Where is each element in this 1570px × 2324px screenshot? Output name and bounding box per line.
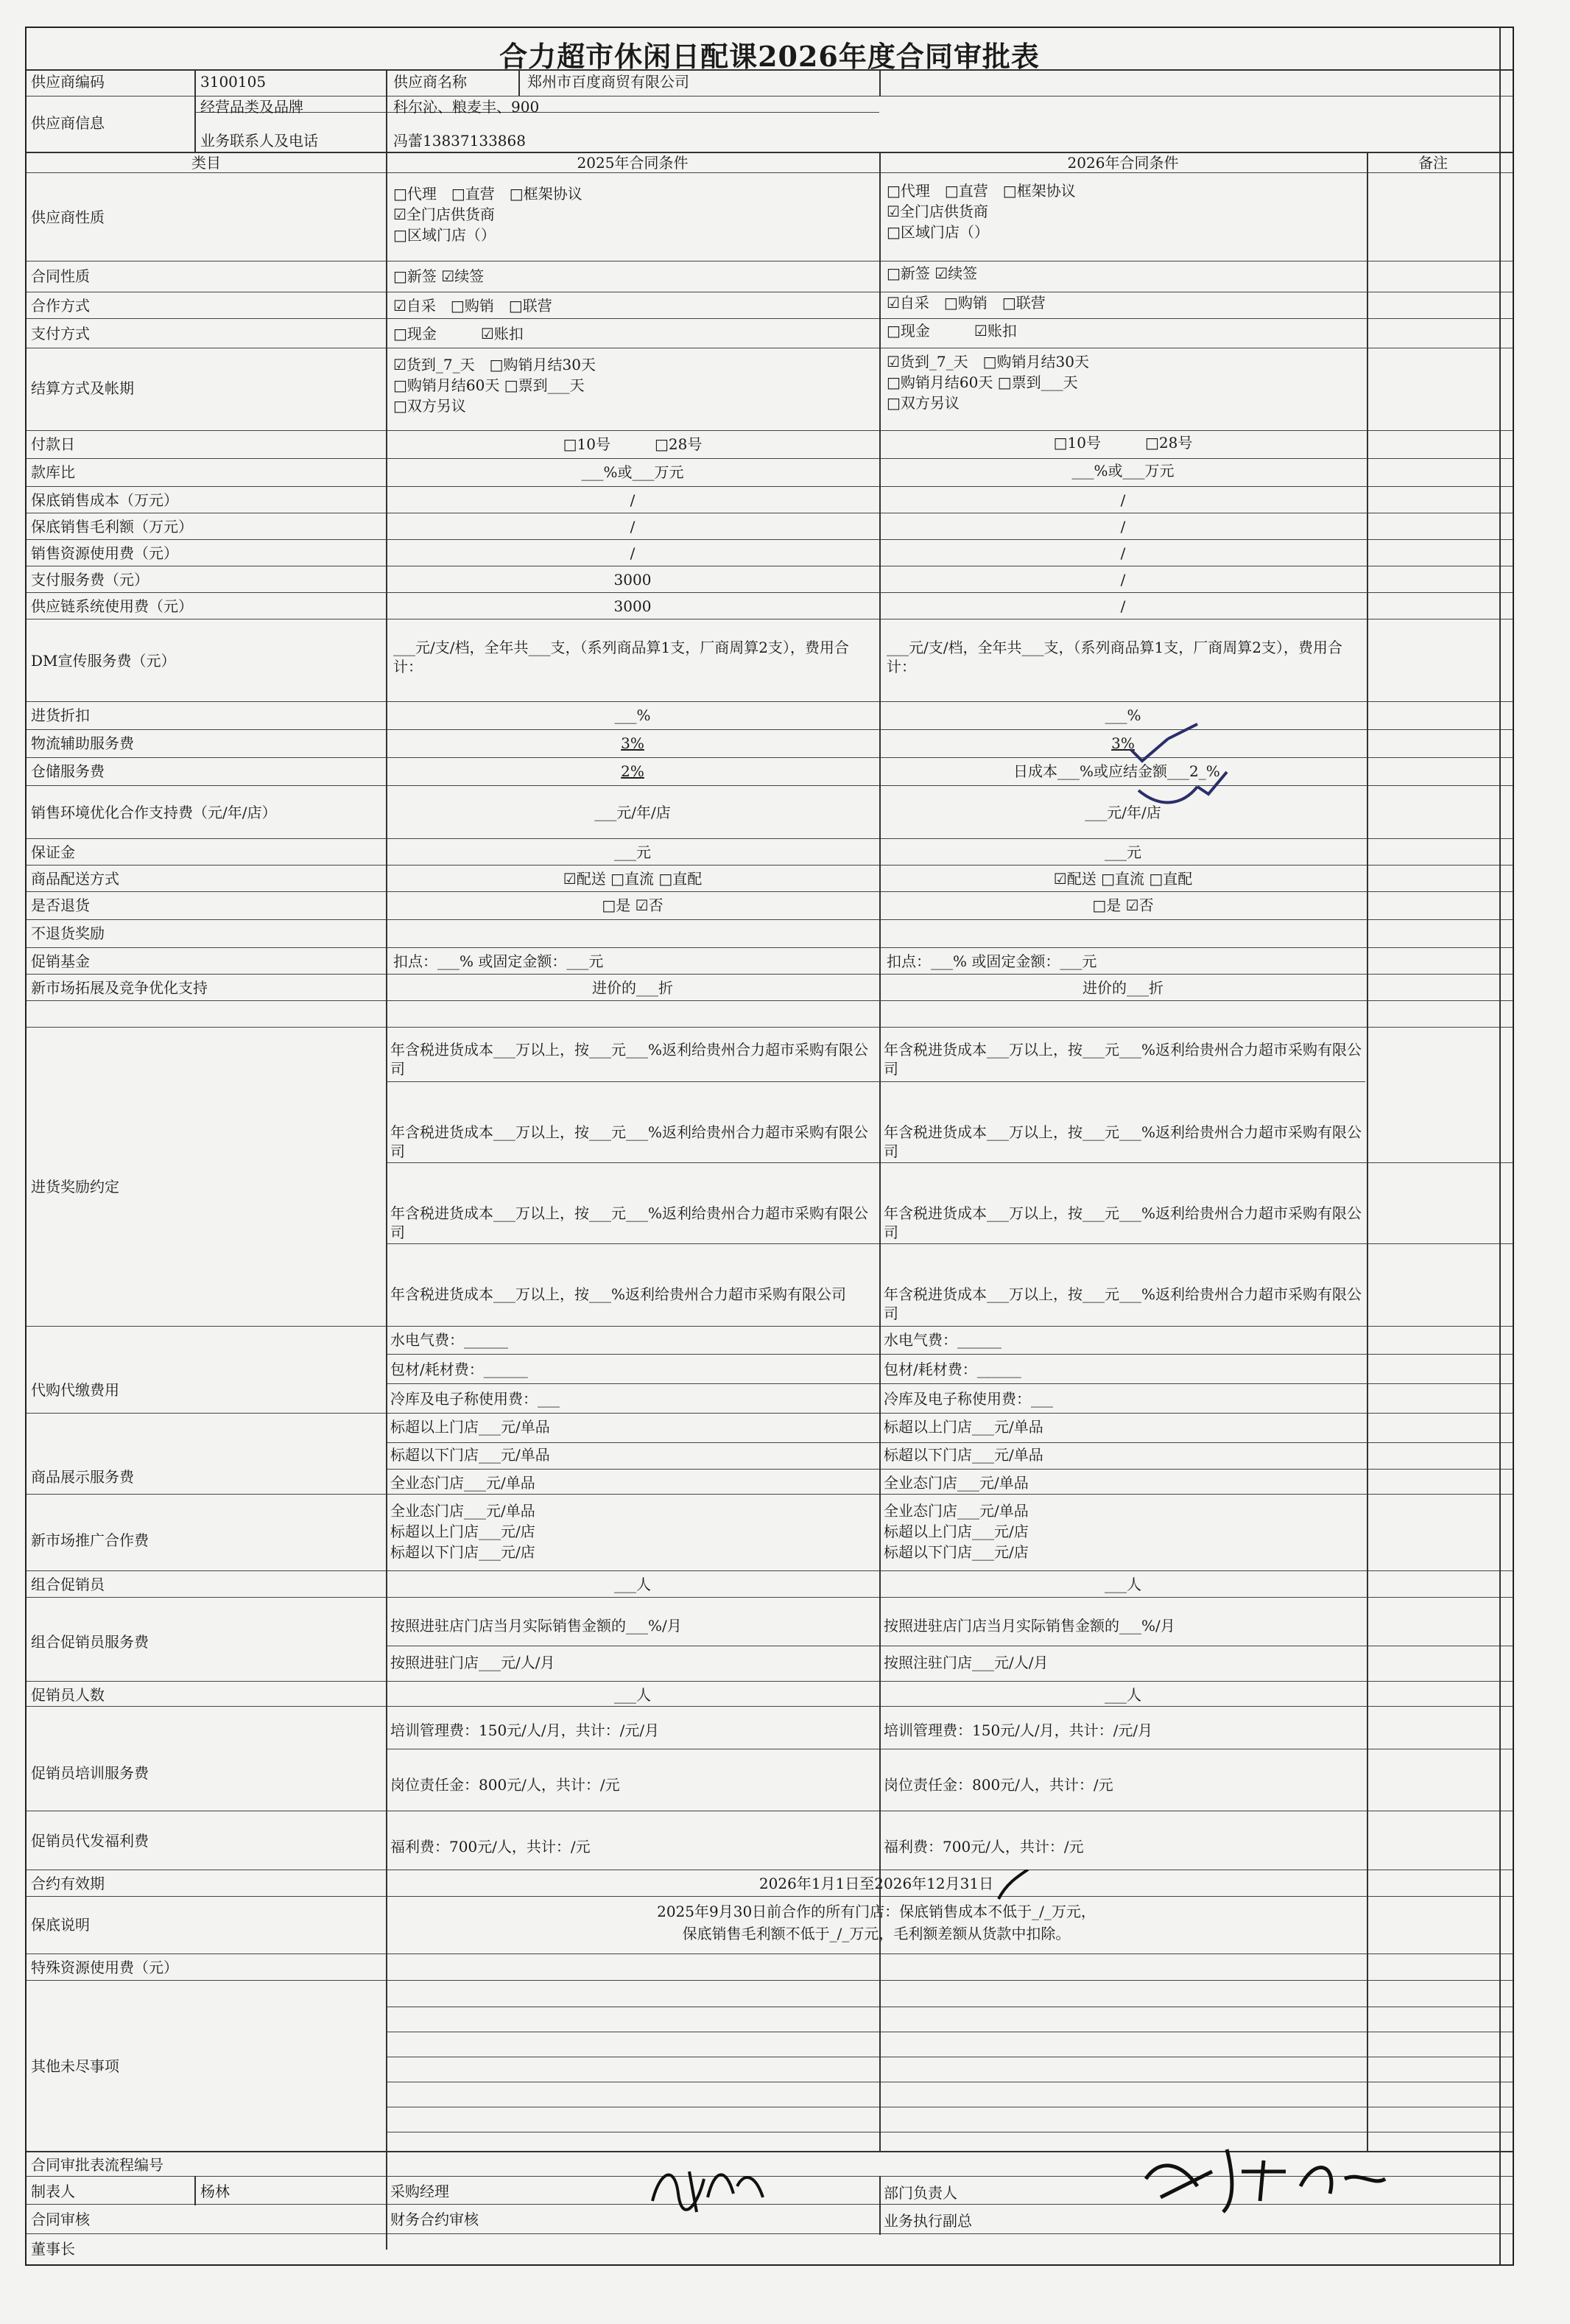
rule (27, 69, 1513, 71)
validity-mark (984, 1870, 1043, 1906)
row-label: 代购代缴费用 (31, 1381, 119, 1399)
cell-2025: 全业态门店___元/单品 (390, 1502, 535, 1520)
signature-dept-head (1131, 2127, 1396, 2216)
rule (1499, 28, 1501, 2264)
category-brand-label: 经营品类及品牌 (200, 98, 303, 116)
row-label: 保底说明 (31, 1916, 90, 1934)
cell-2025: 标超以上门店___元/店 (390, 1523, 535, 1540)
cell-2026: ___%或___万元 (1071, 462, 1175, 480)
cell-2026: 年含税进货成本___万以上，按___元___%返利给贵州合力超市采购有限公司 (884, 1041, 1362, 1078)
rule (386, 1243, 1513, 1244)
preparer-label: 制表人 (31, 2183, 75, 2200)
cell-2026: □双方另议 (887, 394, 960, 412)
supplier-code-label: 供应商编码 (31, 73, 105, 91)
finance-review-label: 财务合约审核 (390, 2211, 479, 2228)
cell-2026: 年含税进货成本___万以上，按___元___%返利给贵州合力超市采购有限公司 (884, 1123, 1362, 1160)
cell-2025: ___元/年/店 (594, 804, 671, 821)
cell-2025: 按照进驻门店___元/人/月 (390, 1654, 555, 1671)
guarantee-line: 2025年9月30日前合作的所有门店：保底销售成本不低于_/_万元， (657, 1903, 1096, 1920)
supplier-code: 3100105 (200, 73, 267, 91)
rule (27, 785, 1513, 786)
row-label: 促销基金 (31, 952, 90, 970)
cell-2026: ☑自采 □购销 □联营 (887, 294, 1046, 312)
cell-2025: □代理 □直营 □框架协议 (393, 185, 582, 203)
cell-2026: □代理 □直营 □框架协议 (887, 182, 1076, 200)
cell-2025: □区域门店（） (393, 226, 496, 244)
cell-2026: / (1120, 491, 1126, 509)
cell-2025: 年含税进货成本___万以上，按___元___%返利给贵州合力超市采购有限公司 (390, 1041, 869, 1078)
cell-2026: 冷库及电子称使用费：___ (884, 1390, 1053, 1408)
row-label: 合作方式 (31, 297, 90, 315)
cell-2025: 2% (621, 762, 644, 780)
row-label: 付款日 (31, 435, 75, 453)
rule (27, 318, 1513, 319)
cell-2025: ☑全门店供货商 (393, 206, 495, 223)
row-label: 结算方式及帐期 (31, 379, 134, 397)
rule (386, 1383, 1513, 1384)
rule (27, 891, 1513, 892)
rule (27, 757, 1513, 758)
rule (27, 430, 1513, 431)
row-label: 是否退货 (31, 896, 90, 914)
rule (27, 486, 1513, 487)
contract-review-label: 合同审核 (31, 2211, 90, 2228)
row-label: 组合促销员服务费 (31, 1633, 149, 1651)
cell-2026: □购销月结60天 □票到___天 (887, 373, 1078, 391)
cell-2025: ☑配送 □直流 □直配 (563, 870, 703, 888)
cell-2025: / (630, 544, 636, 562)
cell-2026: 培训管理费：150元/人/月，共计：/元/月 (884, 1721, 1153, 1739)
cell-2026: ___元/支/档，全年共___支，（系列商品算1支，厂商周算2支），费用合计： (887, 639, 1342, 675)
rule (27, 1706, 1513, 1707)
row-label: 商品配送方式 (31, 870, 119, 888)
rule (27, 701, 1513, 702)
row-label: 保证金 (31, 843, 75, 861)
flow-no-label: 合同审批表流程编号 (31, 2156, 163, 2174)
rule (386, 1354, 1513, 1355)
cell-2026: ☑货到_7_天 □购销月结30天 (887, 353, 1089, 371)
cell-2025: ___%或___万元 (581, 463, 684, 481)
rule (386, 1162, 1513, 1163)
cell-2026: □新签 ☑续签 (887, 264, 978, 282)
col-remark: 备注 (1418, 154, 1448, 172)
supplier-name-label: 供应商名称 (393, 73, 467, 91)
cell-2026: □10号 □28号 (1053, 434, 1193, 452)
row-label: 支付服务费（元） (31, 571, 149, 589)
row-label: 其他未尽事项 (31, 2057, 119, 2075)
cell-2026: 3% (1111, 734, 1135, 752)
rule (27, 458, 1513, 459)
contact-label: 业务联系人及电话 (200, 132, 318, 150)
row-label: 款库比 (31, 463, 75, 481)
row-label: 合约有效期 (31, 1875, 105, 1892)
rule (27, 1326, 1513, 1327)
cell-2025: ___% (614, 706, 651, 724)
row-label: 不退货奖励 (31, 924, 105, 942)
cell-2026: 扣点：___% 或固定金额：___元 (887, 952, 1097, 970)
cell-2026: 标超以下门店___元/店 (884, 1543, 1029, 1561)
rule (27, 1570, 1513, 1571)
cell-2025: ___元/支/档，全年共___支，（系列商品算1支，厂商周算2支），费用合计： (393, 639, 849, 675)
cell-2025: 全业态门店___元/单品 (390, 1474, 535, 1492)
cell-2026: 全业态门店___元/单品 (884, 1502, 1029, 1520)
cell-2026: □是 ☑否 (1092, 896, 1154, 914)
cell-2026: 按照注驻门店___元/人/月 (884, 1654, 1049, 1671)
cell-2026: ___人 (1105, 1576, 1141, 1593)
rule (27, 729, 1513, 730)
cell-2026: ___元/年/店 (1085, 804, 1161, 821)
category-brand: 科尔沁、粮麦丰、900 (393, 98, 540, 116)
row-label: 商品展示服务费 (31, 1468, 134, 1486)
cell-2025: □是 ☑否 (602, 896, 663, 914)
rule (194, 2176, 196, 2205)
cell-2025: / (630, 491, 636, 509)
cell-2025: 年含税进货成本___万以上，按___元___%返利给贵州合力超市采购有限公司 (390, 1204, 869, 1241)
rule (27, 2233, 1513, 2234)
cell-2025: □现金 ☑账扣 (393, 325, 524, 343)
cell-2025: 3% (621, 734, 644, 752)
signature-purchase-manager (645, 2157, 778, 2223)
rule (27, 1980, 1513, 1981)
cell-2026: 日成本___%或应结金额___2_% (1013, 762, 1220, 780)
cell-2026: □区域门店（） (887, 223, 989, 241)
cell-2026: 进价的___折 (1083, 979, 1164, 997)
preparer-name: 杨林 (200, 2183, 230, 2200)
row-label: 合同性质 (31, 267, 90, 285)
row-label: 进货折扣 (31, 706, 90, 724)
rule (27, 1000, 1513, 1001)
guarantee-line: 保底销售毛利额不低于_/_万元，毛利额差额从货款中扣除。 (682, 1925, 1071, 1942)
rule (27, 1027, 1513, 1028)
rule (386, 1442, 1513, 1443)
cell-2026: / (1120, 544, 1126, 562)
rule (27, 1896, 1513, 1897)
dept-head-label: 部门负责人 (884, 2184, 957, 2202)
rule (27, 172, 1513, 173)
cell-2025: ___元 (614, 843, 651, 861)
row-label: 仓储服务费 (31, 762, 105, 780)
cell-2025: □购销月结60天 □票到___天 (393, 376, 585, 394)
cell-2025: 按照进驻店门店当月实际销售金额的___%/月 (390, 1617, 682, 1635)
validity-value: 2026年1月1日至2026年12月31日 (758, 1875, 994, 1892)
cell-2026: ☑全门店供货商 (887, 203, 988, 220)
row-label: 销售环境优化合作支持费（元/年/店） (31, 804, 277, 821)
rule (386, 1081, 1365, 1082)
row-label: 特殊资源使用费（元） (31, 1959, 178, 1976)
row-label: 销售资源使用费（元） (31, 544, 178, 562)
cell-2025: 水电气费：______ (390, 1331, 508, 1349)
form-title: 合力超市休闲日配课2026年度合同审批表 (499, 40, 1040, 73)
cell-2025: 福利费：700元/人，共计：/元 (390, 1838, 591, 1856)
row-label: 组合促销员 (31, 1576, 105, 1593)
rule (27, 1953, 1513, 1954)
cell-2025: 标超以上门店___元/单品 (390, 1418, 550, 1436)
row-label: 进货奖励约定 (31, 1178, 119, 1196)
rule (27, 974, 1513, 975)
contact: 冯蕾13837133868 (393, 132, 526, 150)
cell-2025: 培训管理费：150元/人/月，共计：/元/月 (390, 1721, 660, 1739)
cell-2025: 扣点：___% 或固定金额：___元 (393, 952, 604, 970)
rule (27, 838, 1513, 839)
cell-2026: 标超以上门店___元/单品 (884, 1418, 1043, 1436)
cell-2026: / (1120, 518, 1126, 536)
cell-2026: 标超以上门店___元/店 (884, 1523, 1029, 1540)
rule (27, 592, 1513, 593)
cell-2026: ☑配送 □直流 □直配 (1053, 870, 1193, 888)
cell-2025: 年含税进货成本___万以上，按___%返利给贵州合力超市采购有限公司 (390, 1285, 847, 1303)
chairman-label: 董事长 (31, 2240, 75, 2258)
cell-2025: ___人 (614, 1686, 651, 1704)
row-label: 物流辅助服务费 (31, 734, 134, 752)
cell-2025: □双方另议 (393, 397, 466, 415)
cell-2026: ___元 (1105, 843, 1141, 861)
cell-2025: 标超以下门店___元/店 (390, 1543, 535, 1561)
cell-2026: 年含税进货成本___万以上，按___元___%返利给贵州合力超市采购有限公司 (884, 1204, 1362, 1241)
col-category: 类目 (191, 154, 221, 172)
cell-2026: 按照进驻店门店当月实际销售金额的___%/月 (884, 1617, 1175, 1635)
rule (386, 1469, 1513, 1470)
row-label: 新市场拓展及竞争优化支持 (31, 979, 208, 997)
rule (27, 1597, 1513, 1598)
rule (27, 1681, 1513, 1682)
col-2025: 2025年合同条件 (577, 154, 689, 172)
row-label: 供应链系统使用费（元） (31, 597, 193, 615)
cell-2026: 水电气费：______ (884, 1331, 1002, 1349)
row-label: 促销员培训服务费 (31, 1764, 149, 1782)
rule (1367, 152, 1368, 2151)
supplier-name: 郑州市百度商贸有限公司 (527, 73, 689, 91)
cell-2025: 包材/耗材费：______ (390, 1361, 528, 1378)
cell-2025: / (630, 518, 636, 536)
cell-2025: 进价的___折 (592, 979, 673, 997)
cell-2025: 岗位责任金：800元/人，共计：/元 (390, 1776, 620, 1794)
cell-2025: 年含税进货成本___万以上，按___元___%返利给贵州合力超市采购有限公司 (390, 1123, 869, 1160)
rule (194, 69, 196, 152)
check-marks (1116, 720, 1234, 816)
cell-2025: ☑货到_7_天 □购销月结30天 (393, 356, 596, 373)
cell-2026: 年含税进货成本___万以上，按___元___%返利给贵州合力超市采购有限公司 (884, 1285, 1362, 1322)
rule (27, 1413, 1513, 1414)
rule (879, 2176, 881, 2235)
row-label: 支付方式 (31, 325, 90, 343)
cell-2026: ___% (1105, 706, 1141, 724)
row-label: 保底销售成本（万元） (31, 491, 178, 509)
rule (386, 69, 387, 152)
row-label: DM宣传服务费（元） (31, 652, 176, 670)
cell-2026: 全业态门店___元/单品 (884, 1474, 1029, 1492)
rule (27, 539, 1513, 540)
cell-2026: / (1120, 571, 1126, 589)
cell-2025: ___人 (614, 1576, 651, 1593)
supplier-info-label: 供应商信息 (31, 114, 105, 132)
cell-2026: 标超以下门店___元/单品 (884, 1446, 1043, 1464)
cell-2025: ☑自采 □购销 □联营 (393, 297, 552, 315)
cell-2025: 冷库及电子称使用费：___ (390, 1390, 560, 1408)
cell-2026: □现金 ☑账扣 (887, 322, 1017, 340)
cell-2025: □新签 ☑续签 (393, 267, 485, 285)
row-label: 保底销售毛利额（万元） (31, 518, 193, 536)
row-label: 促销员人数 (31, 1686, 105, 1704)
col-2026: 2026年合同条件 (1067, 154, 1179, 172)
cell-2026: 包材/耗材费：______ (884, 1361, 1021, 1378)
rule (879, 69, 881, 96)
rule (27, 865, 1513, 866)
cell-2025: 3000 (613, 597, 652, 615)
rule (27, 947, 1513, 948)
row-label: 新市场推广合作费 (31, 1531, 149, 1549)
purchase-mgr-label: 采购经理 (390, 2183, 449, 2200)
exec-vp-label: 业务执行副总 (884, 2212, 972, 2230)
cell-2026: 福利费：700元/人，共计：/元 (884, 1838, 1084, 1856)
rule (27, 1494, 1513, 1495)
rule (27, 919, 1513, 920)
row-label: 促销员代发福利费 (31, 1832, 149, 1850)
rule (518, 69, 520, 96)
cell-2025: 标超以下门店___元/单品 (390, 1446, 550, 1464)
cell-2026: ___人 (1105, 1686, 1141, 1704)
cell-2025: □10号 □28号 (563, 435, 703, 453)
approval-form (25, 27, 1514, 2266)
cell-2025: 3000 (613, 571, 652, 589)
cell-2026: 岗位责任金：800元/人，共计：/元 (884, 1776, 1113, 1794)
cell-2026: / (1120, 597, 1126, 615)
row-label: 供应商性质 (31, 208, 105, 226)
